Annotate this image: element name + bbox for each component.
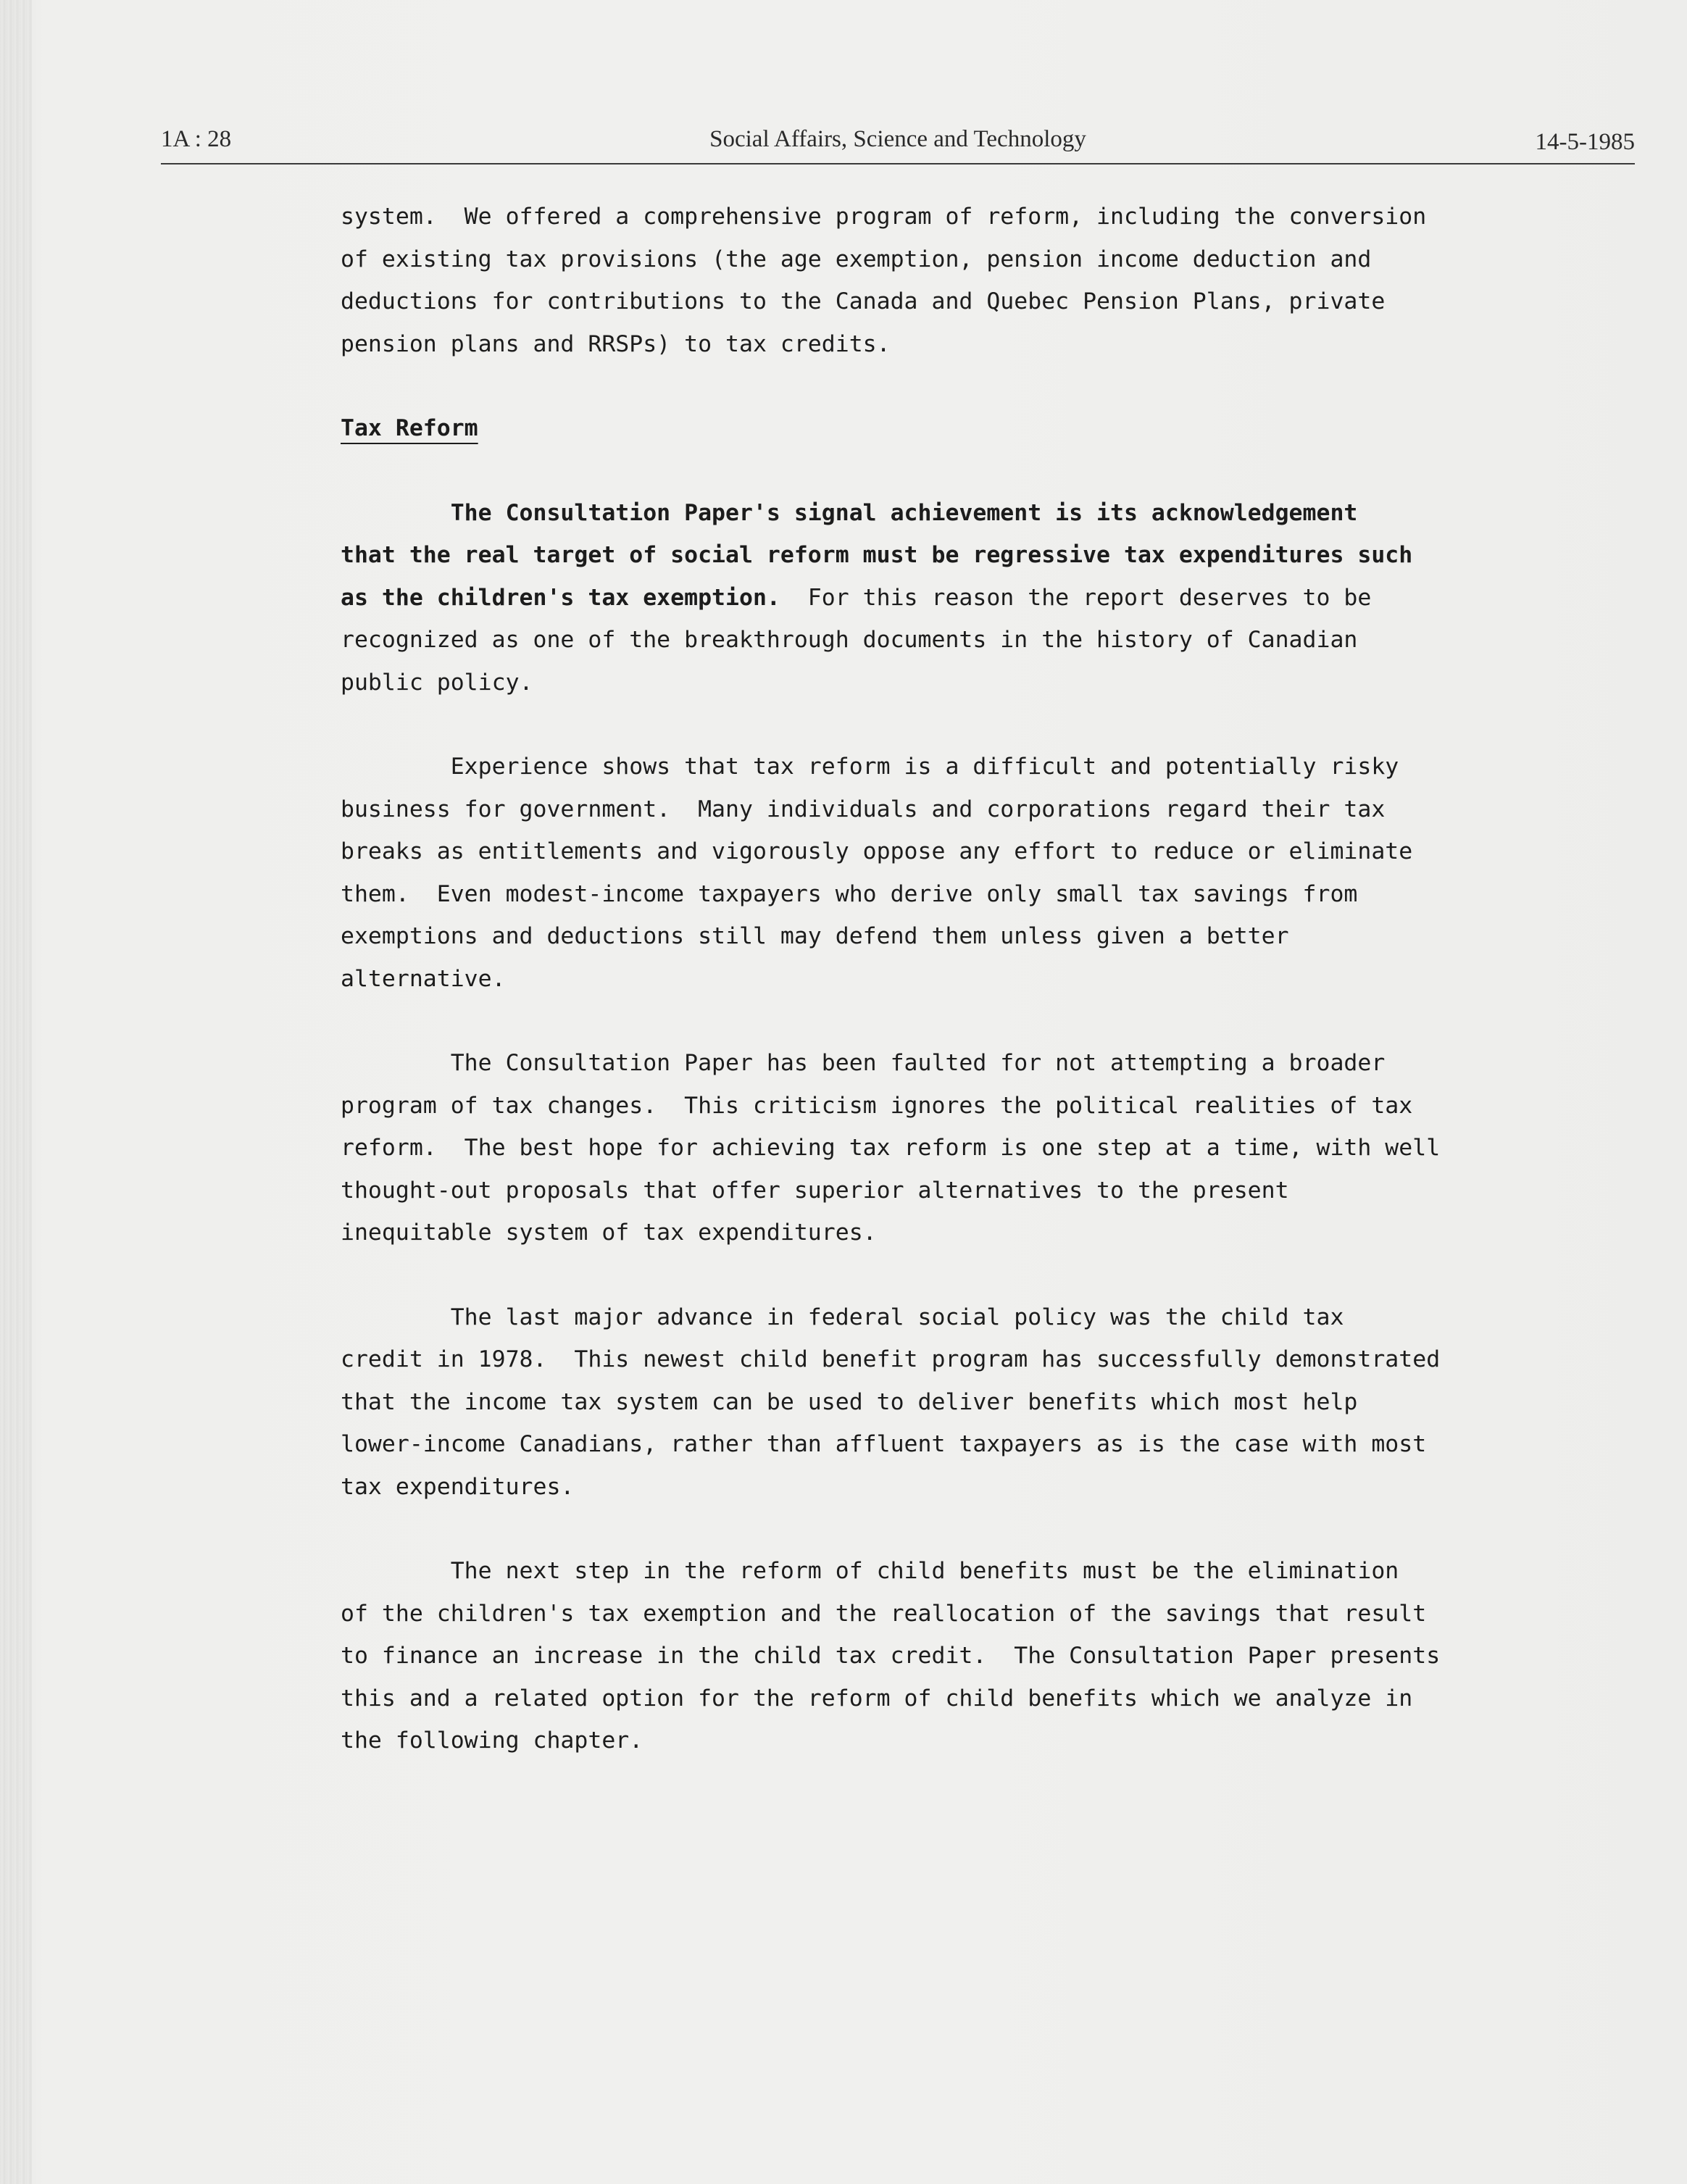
header-rule — [161, 163, 1635, 164]
text-line: The Consultation Paper has been faulted for not attempting a broader — [341, 1050, 1386, 1076]
paragraph-3 — [341, 746, 1464, 1000]
section-heading-line — [341, 407, 1464, 450]
text-line: deductions for contributions to the Canada and Quebec Pension Plans, private — [341, 288, 1386, 314]
text-line: inequitable system of tax expenditures. — [341, 1220, 877, 1246]
paragraph-2 — [341, 492, 1464, 704]
text-span-bold: as the children's tax exemption. — [341, 584, 780, 611]
text-line: reform. The best hope for achieving tax reform is one step at a time, with well — [341, 1135, 1441, 1161]
text-line: The next step in the reform of child benefits must be the elimination — [341, 1558, 1399, 1584]
text-line: recognized as one of the breakthrough documents in the history of Canadian — [341, 627, 1358, 653]
text-line: the following chapter. — [341, 1727, 643, 1754]
paragraph-1 — [341, 196, 1464, 365]
text-line-mixed — [341, 577, 1464, 620]
text-line: public policy. — [341, 669, 533, 696]
text-line-bold: that the real target of social reform must be regressive tax expenditures such — [341, 542, 1413, 568]
header-page-number: 1A : 28 — [161, 126, 232, 152]
text-line: that the income tax system can be used to deliver benefits which most help — [341, 1388, 1358, 1415]
running-header — [161, 122, 1635, 165]
text-line: to finance an increase in the child tax credit. The Consultation Paper presents — [341, 1643, 1441, 1669]
text-line: this and a related option for the reform of child benefits which we analyze in — [341, 1685, 1413, 1712]
header-title: Social Affairs, Science and Technology — [709, 126, 1086, 152]
text-line: lower-income Canadians, rather than affluent taxpayers as is the case with most — [341, 1431, 1427, 1457]
text-span: For this reason the report deserves to be — [780, 584, 1372, 611]
paragraph-5 — [341, 1296, 1464, 1509]
text-line: program of tax changes. This criticism ignores the political realities of tax — [341, 1092, 1413, 1119]
text-line: breaks as entitlements and vigorously oppose any effort to reduce or eliminate — [341, 838, 1413, 864]
text-line: of existing tax provisions (the age exemption, pension income deduction and — [341, 246, 1372, 272]
header-date: 14-5-1985 — [1535, 129, 1635, 155]
text-line: of the children's tax exemption and the reallocation of the savings that result — [341, 1600, 1427, 1627]
section-heading: Tax Reform — [341, 415, 478, 441]
page-edge-shadow — [0, 0, 32, 2184]
text-line: thought-out proposals that offer superior alternatives to the present — [341, 1177, 1289, 1204]
text-line: business for government. Many individuals and corporations regard their tax — [341, 796, 1386, 822]
paragraph-6 — [341, 1550, 1464, 1762]
text-line: pension plans and RRSPs) to tax credits. — [341, 330, 891, 357]
text-line: Experience shows that tax reform is a difficult and potentially risky — [341, 754, 1399, 780]
text-line: exemptions and deductions still may defend them unless given a better — [341, 923, 1289, 949]
text-line-bold: The Consultation Paper's signal achievement is its acknowledgement — [341, 499, 1358, 526]
text-line: credit in 1978. This newest child benefit program has successfully demonstrated — [341, 1346, 1441, 1372]
text-line: them. Even modest-income taxpayers who derive only small tax savings from — [341, 880, 1358, 907]
text-line: system. We offered a comprehensive program of reform, including the conversion — [341, 204, 1427, 230]
text-line: tax expenditures. — [341, 1473, 575, 1500]
body-text — [341, 196, 1464, 1762]
text-line: The last major advance in federal social policy was the child tax — [341, 1304, 1344, 1330]
paragraph-4 — [341, 1042, 1464, 1254]
text-line: alternative. — [341, 965, 506, 992]
